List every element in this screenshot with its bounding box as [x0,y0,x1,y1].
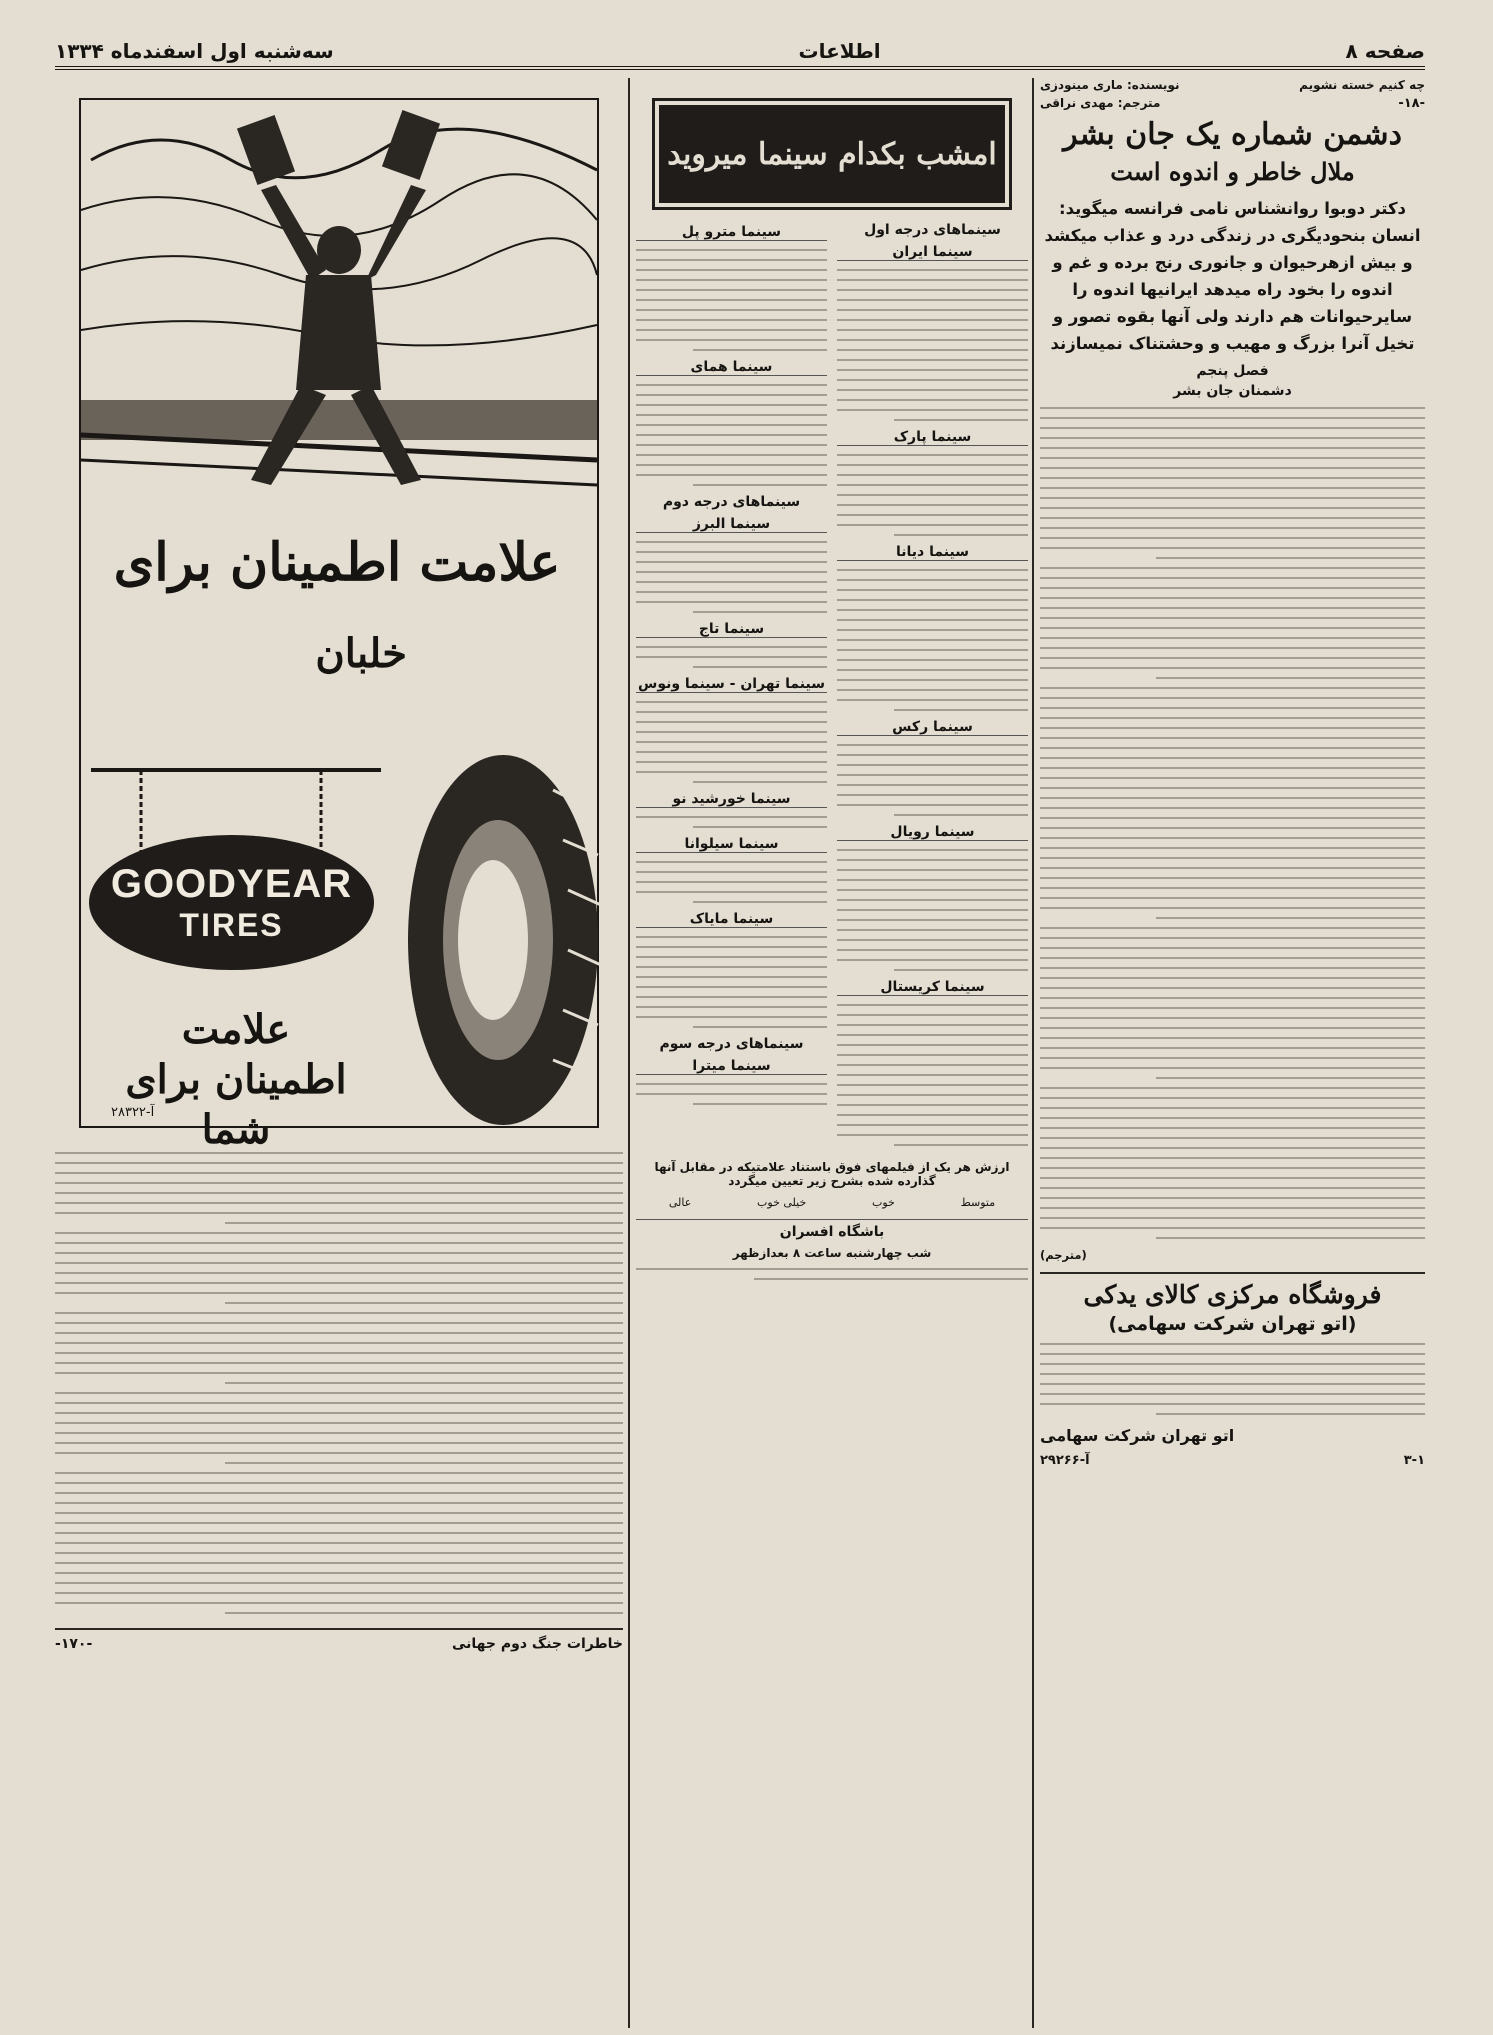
cinema-name: سینما میترا [636,1058,827,1075]
cinema-text [636,1083,827,1105]
club-name: باشگاه افسران [636,1219,1028,1240]
paper-name: اطلاعات [798,39,881,63]
article-body-text [1040,407,1425,1239]
ratings-legend [636,1196,1028,1209]
footer-number: -۱۷۰- [55,1636,93,1652]
cinema-text [636,249,827,351]
cinema-name: سینما پارک [837,429,1028,446]
store-ad [1040,1272,1425,1468]
store-sign: اتو تهران شرکت سهامی [1040,1426,1235,1445]
club-text [636,1268,1028,1280]
rating-excellent: عالی [668,1196,692,1209]
cinema-text [636,541,827,613]
translator-note: (مترجم) [1040,1248,1087,1262]
chapter-label: فصل پنجم [1196,363,1269,379]
first-class-header: سینماهای درجه اول [864,222,1001,238]
article-deck: دکتر دوبوا روانشناس نامی فرانسه میگوید: انسان بنحودیگری در زندگی درد و عذاب میکشد و بیش ازهرحیوان و جانوری رنج برده و غم و اندوه را بخود راه میدهد ایرانیها اندوه را سایرحیوانات هم دارند ولی آنها بقوه تصور و تخیل آنرا بزرگ و مهیب و وحشتناک نمیسازند [1044,199,1421,353]
cinema-name: سینما همای [636,359,827,376]
cinema-text [837,454,1028,536]
serial-number: -۱۸- [1398,96,1425,111]
second-class-header: سینماهای درجه دوم [662,494,801,510]
article-headline: دشمن شماره یک جان بشر [1063,117,1402,152]
cinema-name: سینما رکس [837,719,1028,736]
cinema-text [636,384,827,486]
store-code: آ-۲۹۲۶۶ [1040,1453,1090,1468]
ad-illustration [81,100,597,510]
store-subtitle: (اتو تهران شرکت سهامی) [1108,1313,1357,1335]
cinema-text [636,816,827,828]
cinema-column [636,78,1028,1288]
cinema-text [636,701,827,783]
cinema-name: سینما تاج [636,621,827,638]
cinema-listing-right [837,218,1028,1154]
article-column [1040,78,1425,1468]
ad-brand-persian: خلبان [315,630,407,677]
cinema-listing [636,218,1028,1154]
cinema-name: سینما دیانا [837,544,1028,561]
cinema-text [636,861,827,903]
page-label: صفحه ۸ [1345,39,1425,63]
club-note: شب چهارشنبه ساعت ۸ بعدازظهر [732,1246,932,1260]
article-footer [55,1628,623,1652]
issue-date: سه‌شنبه اول اسفندماه ۱۳۳۴ [55,39,334,63]
cinema-text [837,269,1028,421]
cinema-text [837,569,1028,711]
left-column [55,78,623,1652]
store-title: فروشگاه مرکزی کالای یدکی [1083,1280,1382,1309]
tire-icon [403,750,603,1130]
article-subheadline: ملال خاطر و اندوه است [1110,157,1355,186]
cinema-name: سینما کریستال [837,979,1028,996]
translator: مترجم: مهدی نراقی [1040,96,1161,110]
column-rule [1032,78,1034,2028]
cinema-name: سینما رویال [837,824,1028,841]
cinema-text [837,1004,1028,1146]
cinema-listing-left [636,218,827,1154]
byline [1040,78,1425,92]
goodyear-ad [79,98,599,1153]
article-body-text [55,1152,623,1614]
logo-text-tires: TIRES [179,906,284,943]
ad-code: آ-۲۸۳۲۲ [111,1105,155,1120]
cinema-text [636,646,827,668]
chapter-title: دشمنان جان بشر [1173,383,1292,399]
cinema-name: سینما مایاک [636,911,827,928]
cinema-name: سینما سیلوانا [636,836,827,853]
ratings-note: ارزش هر یک از فیلمهای فوق باستناد علامتیکه در مقابل آنها گذارده شده بشرح زیر تعیین میگردد [654,1160,1010,1188]
cinema-name: سینما ایران [837,244,1028,261]
rating-very-good: خیلی خوب [757,1196,807,1209]
byline-translator [1040,96,1425,111]
series-title: چه کنیم خسته نشویم [1299,78,1425,92]
cinema-name: سینما مترو پل [636,224,827,241]
cinema-text [837,849,1028,971]
store-page-ref: ۳-۱ [1403,1453,1425,1468]
cinema-banner: امشب بکدام سینما میروید [652,98,1012,210]
goodyear-logo [89,835,374,970]
cinema-name: سینما خورشید نو [636,791,827,808]
logo-text-goodyear: GOODYEAR [110,861,353,906]
store-body-text [1040,1343,1425,1415]
masthead [55,36,1425,70]
rating-good: خوب [872,1196,895,1209]
rating-average: متوسط [960,1196,996,1209]
column-rule [628,78,630,2028]
ad-headline: علامت اطمینان برای [113,532,561,593]
cinema-name: سینما البرز [636,516,827,533]
war-memoirs-article [55,1152,623,1652]
store-footer [1040,1453,1425,1468]
third-class-header: سینماهای درجه سوم [659,1036,804,1052]
cinema-text [636,936,827,1028]
author: نویسنده: ماری مینودزی [1040,78,1180,92]
cinema-text [837,744,1028,816]
footer-title: خاطرات جنگ دوم جهانی [451,1636,623,1652]
ad-slogan: علامت اطمینان برای شما [125,1006,347,1153]
cinema-name: سینما تهران - سینما ونوس [638,676,825,692]
